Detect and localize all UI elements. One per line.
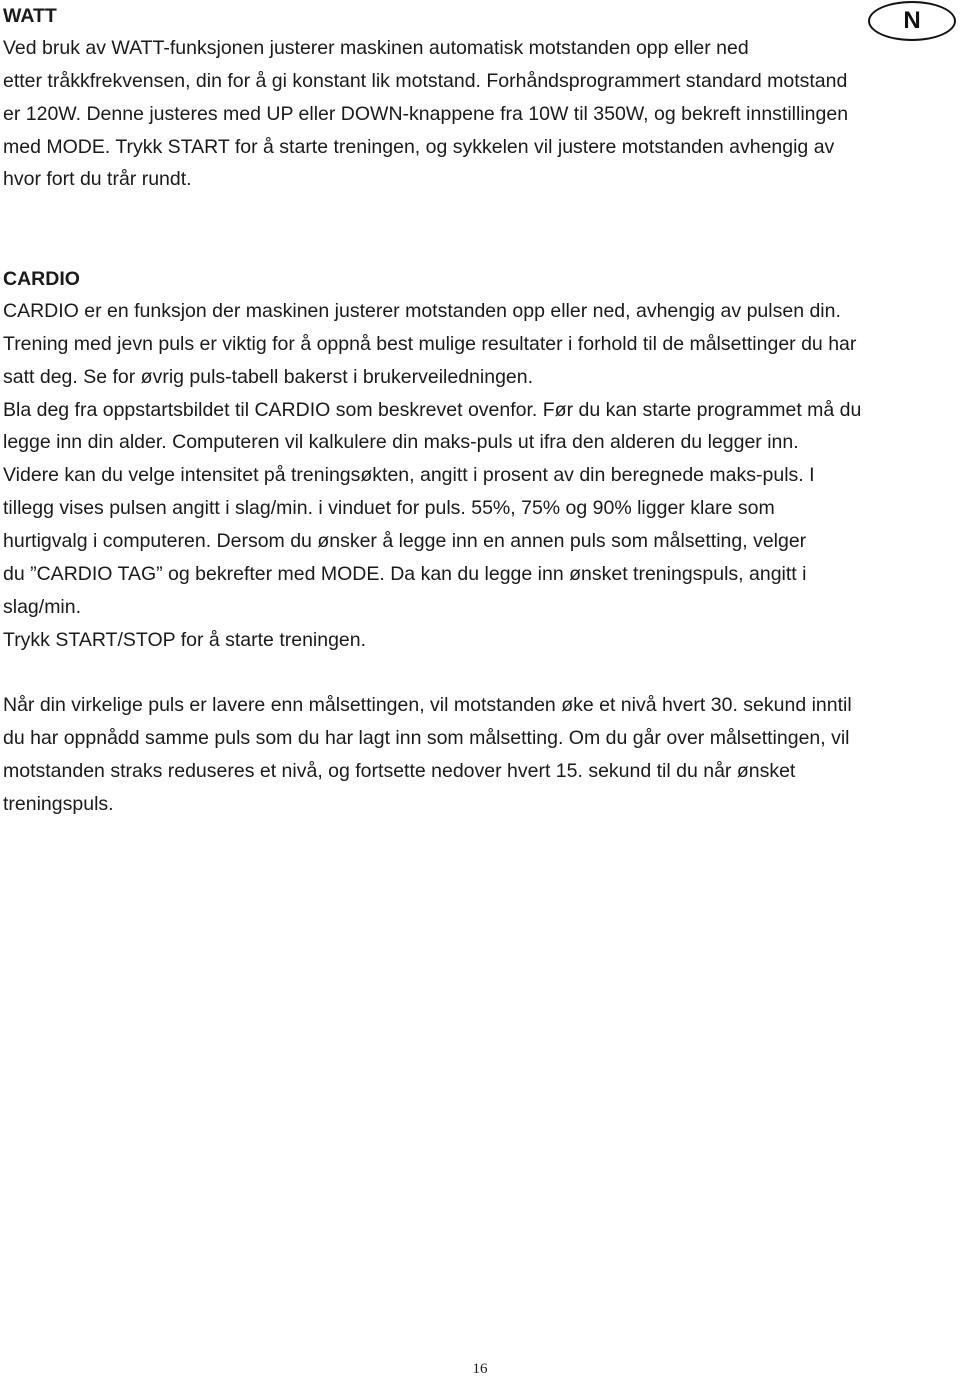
cardio-line: satt deg. Se for øvrig puls-tabell bakerst i brukerveiledningen. xyxy=(3,366,534,388)
cardio-line: treningspuls. xyxy=(3,793,114,815)
cardio-line: Trykk START/STOP for å starte treningen. xyxy=(3,629,367,651)
cardio-line: legge inn din alder. Computeren vil kalkulere din maks-puls ut ifra den alderen du legger inn. xyxy=(3,431,799,453)
watt-line: med MODE. Trykk START for å starte treningen, og sykkelen vil justere motstanden avhengig av xyxy=(3,136,835,158)
cardio-line: CARDIO er en funksjon der maskinen justerer motstanden opp eller ned, avhengig av pulsen din. xyxy=(3,300,841,322)
cardio-line: du ”CARDIO TAG” og bekrefter med MODE. Da kan du legge inn ønsket treningspuls, angitt i xyxy=(3,563,807,585)
cardio-line: tillegg vises pulsen angitt i slag/min. i vinduet for puls. 55%, 75% og 90% ligger klare som xyxy=(3,497,775,519)
cardio-line: du har oppnådd samme puls som du har lagt inn som målsetting. Om du går over målsettingen, vil xyxy=(3,727,850,749)
watt-line: hvor fort du trår rundt. xyxy=(3,168,192,190)
page-number: 16 xyxy=(472,1361,488,1377)
cardio-line: Trening med jevn puls er viktig for å oppnå best mulige resultater i forhold til de målsettinger du har xyxy=(3,333,857,355)
language-badge xyxy=(868,1,956,41)
cardio-heading: CARDIO xyxy=(3,268,80,290)
watt-line: er 120W. Denne justeres med UP eller DOWN-knappene fra 10W til 350W, og bekreft innstillingen xyxy=(3,103,849,125)
language-badge-label: N xyxy=(903,7,921,34)
cardio-line: Videre kan du velge intensitet på treningsøkten, angitt i prosent av din beregnede maks-puls. I xyxy=(3,464,815,486)
cardio-line: slag/min. xyxy=(3,596,82,618)
watt-line: etter tråkkfrekvensen, din for å gi konstant lik motstand. Forhåndsprogrammert standard motstand xyxy=(3,70,848,92)
cardio-line: hurtigvalg i computeren. Dersom du ønsker å legge inn en annen puls som målsetting, velger xyxy=(3,530,807,552)
watt-heading: WATT xyxy=(3,5,57,27)
cardio-line: Når din virkelige puls er lavere enn målsettingen, vil motstanden øke et nivå hvert 30. sekund inntil xyxy=(3,694,852,716)
cardio-line: Bla deg fra oppstartsbildet til CARDIO som beskrevet ovenfor. Før du kan starte programmet må du xyxy=(3,399,862,421)
cardio-line: motstanden straks reduseres et nivå, og fortsette nedover hvert 15. sekund til du når ønsket xyxy=(3,760,796,782)
watt-line: Ved bruk av WATT-funksjonen justerer maskinen automatisk motstanden opp eller ned xyxy=(3,37,749,59)
